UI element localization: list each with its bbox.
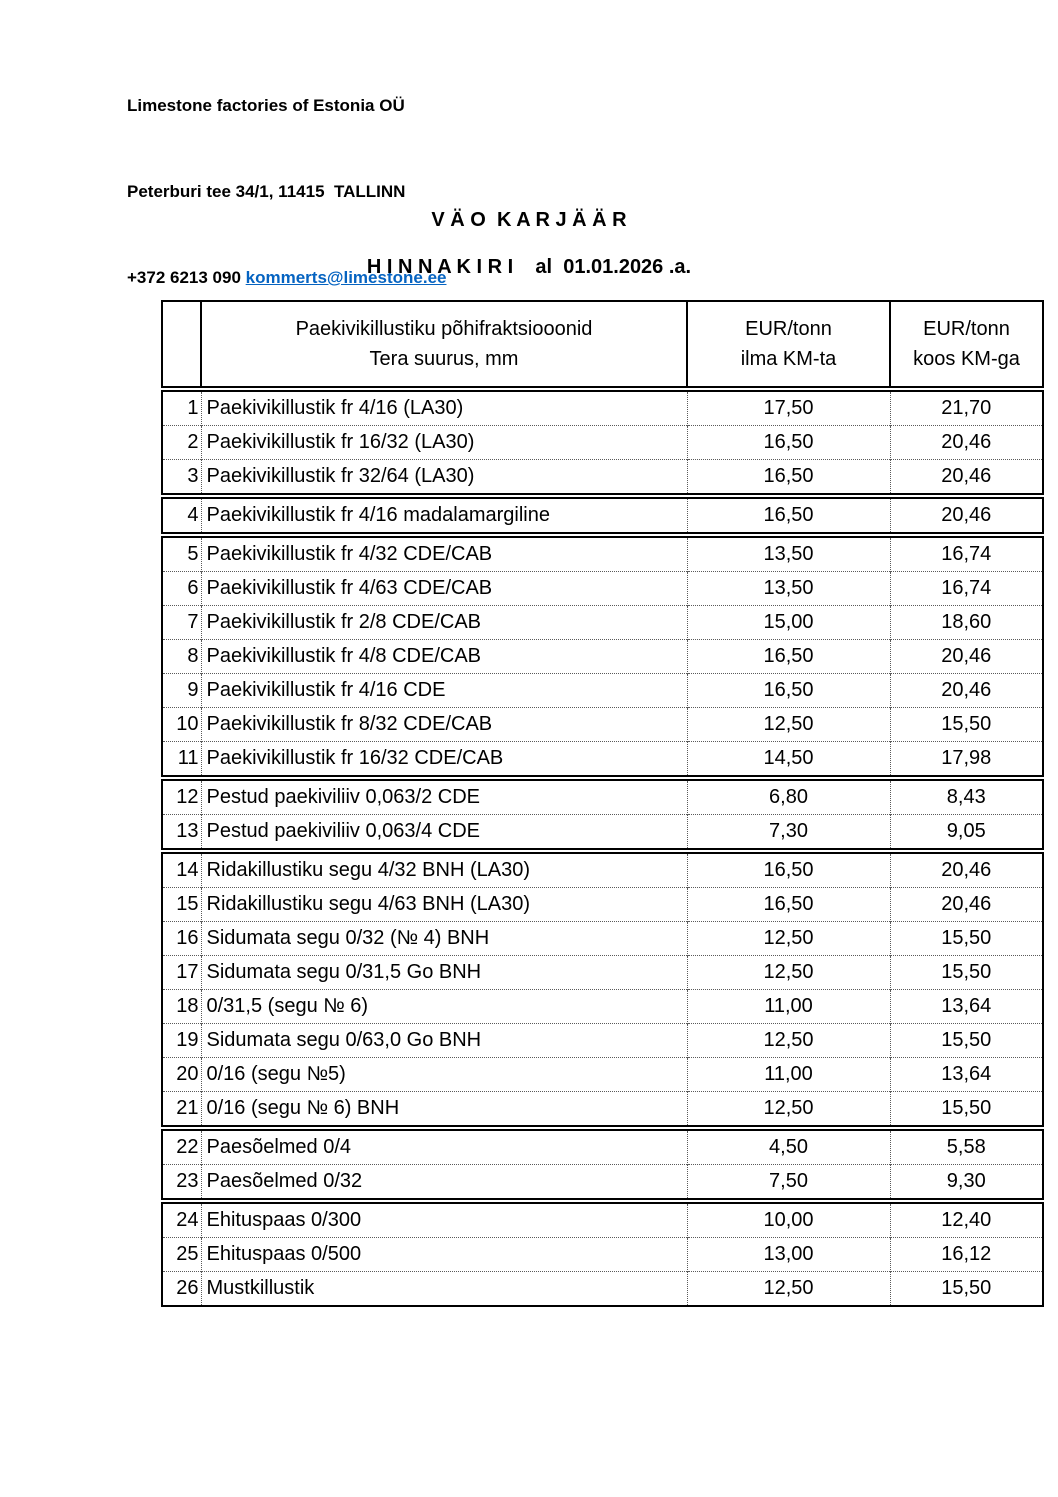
- price-inc-vat-cell: 15,50: [890, 1272, 1043, 1307]
- page-title: V Ä O K A R J Ä Ä R: [431, 209, 627, 231]
- table-row: [162, 778, 1043, 815]
- price-inc-vat-cell: 9,30: [890, 1165, 1043, 1202]
- table-row: [162, 1092, 1043, 1129]
- product-group: [162, 496, 1043, 535]
- table-row: [162, 1024, 1043, 1058]
- price-inc-vat-cell: 15,50: [890, 708, 1043, 742]
- price-ex-vat-cell: 11,00: [687, 990, 890, 1024]
- table-row: [162, 674, 1043, 708]
- header-row: [162, 301, 1043, 389]
- table-row: [162, 535, 1043, 572]
- company-phone: +372 6213 090: [127, 268, 246, 287]
- header-ex-vat-line1: EUR/tonn: [745, 318, 832, 340]
- company-address: Peterburi tee 34/1, 11415 TALLINN: [127, 182, 406, 201]
- price-inc-vat-cell: 8,43: [890, 778, 1043, 815]
- price-ex-vat-cell: 17,50: [687, 389, 890, 426]
- price-ex-vat-cell: 7,50: [687, 1165, 890, 1202]
- price-ex-vat-cell: 16,50: [687, 460, 890, 497]
- price-ex-vat-cell: 16,50: [687, 888, 890, 922]
- table-row: [162, 496, 1043, 535]
- product-group: [162, 1201, 1043, 1306]
- price-inc-vat-cell: 9,05: [890, 815, 1043, 852]
- price-inc-vat-cell: 16,74: [890, 572, 1043, 606]
- row-number-cell: 15: [162, 888, 201, 922]
- page-subtitle: H I N N A K I R I al 01.01.2026 .a.: [366, 256, 692, 278]
- row-number-cell: 4: [162, 496, 201, 535]
- product-name-cell: Ridakillustiku segu 4/32 BNH (LA30): [201, 851, 687, 888]
- row-number-cell: 17: [162, 956, 201, 990]
- table-row: [162, 460, 1043, 497]
- product-name-cell: Paekivikillustik fr 16/32 CDE/CAB: [201, 742, 687, 779]
- row-number-cell: 23: [162, 1165, 201, 1202]
- company-name: Limestone factories of Estonia OÜ: [127, 96, 405, 115]
- price-inc-vat-cell: 20,46: [890, 674, 1043, 708]
- table-row: [162, 572, 1043, 606]
- price-ex-vat-cell: 14,50: [687, 742, 890, 779]
- table-row: [162, 1238, 1043, 1272]
- row-number-cell: 24: [162, 1201, 201, 1238]
- price-inc-vat-cell: 12,40: [890, 1201, 1043, 1238]
- row-number-cell: 7: [162, 606, 201, 640]
- price-ex-vat-cell: 16,50: [687, 640, 890, 674]
- price-ex-vat-cell: 15,00: [687, 606, 890, 640]
- row-number-cell: 8: [162, 640, 201, 674]
- price-ex-vat-cell: 10,00: [687, 1201, 890, 1238]
- price-ex-vat-cell: 16,50: [687, 674, 890, 708]
- price-ex-vat-cell: 6,80: [687, 778, 890, 815]
- product-name-cell: Paekivikillustik fr 4/63 CDE/CAB: [201, 572, 687, 606]
- price-ex-vat-cell: 12,50: [687, 708, 890, 742]
- product-name-cell: 0/31,5 (segu № 6): [201, 990, 687, 1024]
- price-inc-vat-cell: 20,46: [890, 426, 1043, 460]
- table-row: [162, 922, 1043, 956]
- row-number-cell: 3: [162, 460, 201, 497]
- product-name-cell: Paekivikillustik fr 2/8 CDE/CAB: [201, 606, 687, 640]
- product-name-cell: Paesõelmed 0/4: [201, 1128, 687, 1165]
- header-product-line1: Paekivikillustiku põhifraktsiooonid: [295, 318, 593, 340]
- price-table: [161, 300, 1044, 1307]
- price-ex-vat-cell: 12,50: [687, 1024, 890, 1058]
- table-row: [162, 389, 1043, 426]
- price-inc-vat-cell: 21,70: [890, 389, 1043, 426]
- table-row: [162, 1201, 1043, 1238]
- product-name-cell: Sidumata segu 0/63,0 Go BNH: [201, 1024, 687, 1058]
- table-row: [162, 851, 1043, 888]
- product-name-cell: 0/16 (segu №5): [201, 1058, 687, 1092]
- price-inc-vat-cell: 20,46: [890, 851, 1043, 888]
- product-name-cell: Pestud paekiviliiv 0,063/4 CDE: [201, 815, 687, 852]
- product-group: [162, 778, 1043, 851]
- row-number-cell: 20: [162, 1058, 201, 1092]
- row-number-cell: 25: [162, 1238, 201, 1272]
- product-name-cell: 0/16 (segu № 6) BNH: [201, 1092, 687, 1129]
- header-ex-vat-line2: ilma KM-ta: [740, 348, 837, 370]
- product-name-cell: Paekivikillustik fr 4/16 CDE: [201, 674, 687, 708]
- product-name-cell: Mustkillustik: [201, 1272, 687, 1307]
- row-number-cell: 12: [162, 778, 201, 815]
- price-ex-vat-cell: 7,30: [687, 815, 890, 852]
- row-number-cell: 6: [162, 572, 201, 606]
- row-number-cell: 18: [162, 990, 201, 1024]
- row-number-cell: 22: [162, 1128, 201, 1165]
- price-inc-vat-cell: 15,50: [890, 922, 1043, 956]
- price-ex-vat-cell: 12,50: [687, 1092, 890, 1129]
- header-inc-vat-line2: koos KM-ga: [913, 348, 1020, 370]
- price-inc-vat-cell: 16,12: [890, 1238, 1043, 1272]
- company-email-link[interactable]: kommerts@limestone.ee: [245, 268, 447, 287]
- price-ex-vat-cell: 11,00: [687, 1058, 890, 1092]
- product-name-cell: Sidumata segu 0/31,5 Go BNH: [201, 956, 687, 990]
- header-product-line2: Tera suurus, mm: [369, 348, 519, 370]
- row-number-cell: 14: [162, 851, 201, 888]
- price-ex-vat-cell: 16,50: [687, 496, 890, 535]
- row-number-cell: 16: [162, 922, 201, 956]
- product-name-cell: Paekivikillustik fr 4/32 CDE/CAB: [201, 535, 687, 572]
- price-ex-vat-cell: 13,50: [687, 535, 890, 572]
- table-row: [162, 606, 1043, 640]
- price-ex-vat-cell: 12,50: [687, 956, 890, 990]
- price-inc-vat-cell: 20,46: [890, 460, 1043, 497]
- row-number-cell: 21: [162, 1092, 201, 1129]
- row-number-cell: 26: [162, 1272, 201, 1307]
- header-cell-price-ex-vat: [687, 301, 890, 389]
- price-inc-vat-cell: 5,58: [890, 1128, 1043, 1165]
- row-number-cell: 10: [162, 708, 201, 742]
- table-row: [162, 708, 1043, 742]
- row-number-cell: 5: [162, 535, 201, 572]
- table-row: [162, 1272, 1043, 1307]
- table-row: [162, 815, 1043, 852]
- price-inc-vat-cell: 20,46: [890, 888, 1043, 922]
- price-ex-vat-cell: 16,50: [687, 426, 890, 460]
- row-number-cell: 1: [162, 389, 201, 426]
- price-ex-vat-cell: 16,50: [687, 851, 890, 888]
- price-ex-vat-cell: 13,50: [687, 572, 890, 606]
- table-row: [162, 888, 1043, 922]
- price-inc-vat-cell: 18,60: [890, 606, 1043, 640]
- price-ex-vat-cell: 12,50: [687, 922, 890, 956]
- table-row: [162, 990, 1043, 1024]
- product-name-cell: Ehituspaas 0/500: [201, 1238, 687, 1272]
- row-number-cell: 9: [162, 674, 201, 708]
- header-cell-product: [201, 301, 687, 389]
- price-inc-vat-cell: 15,50: [890, 1024, 1043, 1058]
- table-row: [162, 640, 1043, 674]
- product-name-cell: Paekivikillustik fr 4/16 madalamargiline: [201, 496, 687, 535]
- price-inc-vat-cell: 17,98: [890, 742, 1043, 779]
- product-name-cell: Paekivikillustik fr 4/8 CDE/CAB: [201, 640, 687, 674]
- table-row: [162, 1165, 1043, 1202]
- header-cell-number: [162, 301, 201, 389]
- price-inc-vat-cell: 15,50: [890, 1092, 1043, 1129]
- product-group: [162, 535, 1043, 778]
- price-ex-vat-cell: 4,50: [687, 1128, 890, 1165]
- product-group: [162, 851, 1043, 1128]
- price-ex-vat-cell: 12,50: [687, 1272, 890, 1307]
- price-table-header: [162, 301, 1043, 389]
- product-name-cell: Paekivikillustik fr 8/32 CDE/CAB: [201, 708, 687, 742]
- table-row: [162, 742, 1043, 779]
- price-inc-vat-cell: 20,46: [890, 496, 1043, 535]
- product-name-cell: Sidumata segu 0/32 (№ 4) BNH: [201, 922, 687, 956]
- table-row: [162, 956, 1043, 990]
- product-group: [162, 389, 1043, 496]
- product-name-cell: Ridakillustiku segu 4/63 BNH (LA30): [201, 888, 687, 922]
- price-inc-vat-cell: 15,50: [890, 956, 1043, 990]
- row-number-cell: 19: [162, 1024, 201, 1058]
- product-name-cell: Pestud paekiviliiv 0,063/2 CDE: [201, 778, 687, 815]
- product-name-cell: Paekivikillustik fr 4/16 (LA30): [201, 389, 687, 426]
- table-row: [162, 1128, 1043, 1165]
- price-inc-vat-cell: 20,46: [890, 640, 1043, 674]
- row-number-cell: 13: [162, 815, 201, 852]
- price-inc-vat-cell: 13,64: [890, 990, 1043, 1024]
- table-row: [162, 426, 1043, 460]
- row-number-cell: 11: [162, 742, 201, 779]
- product-name-cell: Paesõelmed 0/32: [201, 1165, 687, 1202]
- header-cell-price-inc-vat: [890, 301, 1043, 389]
- product-name-cell: Paekivikillustik fr 32/64 (LA30): [201, 460, 687, 497]
- row-number-cell: 2: [162, 426, 201, 460]
- price-inc-vat-cell: 13,64: [890, 1058, 1043, 1092]
- product-name-cell: Ehituspaas 0/300: [201, 1201, 687, 1238]
- price-inc-vat-cell: 16,74: [890, 535, 1043, 572]
- product-group: [162, 1128, 1043, 1201]
- price-ex-vat-cell: 13,00: [687, 1238, 890, 1272]
- table-row: [162, 1058, 1043, 1092]
- product-name-cell: Paekivikillustik fr 16/32 (LA30): [201, 426, 687, 460]
- header-inc-vat-line1: EUR/tonn: [923, 318, 1010, 340]
